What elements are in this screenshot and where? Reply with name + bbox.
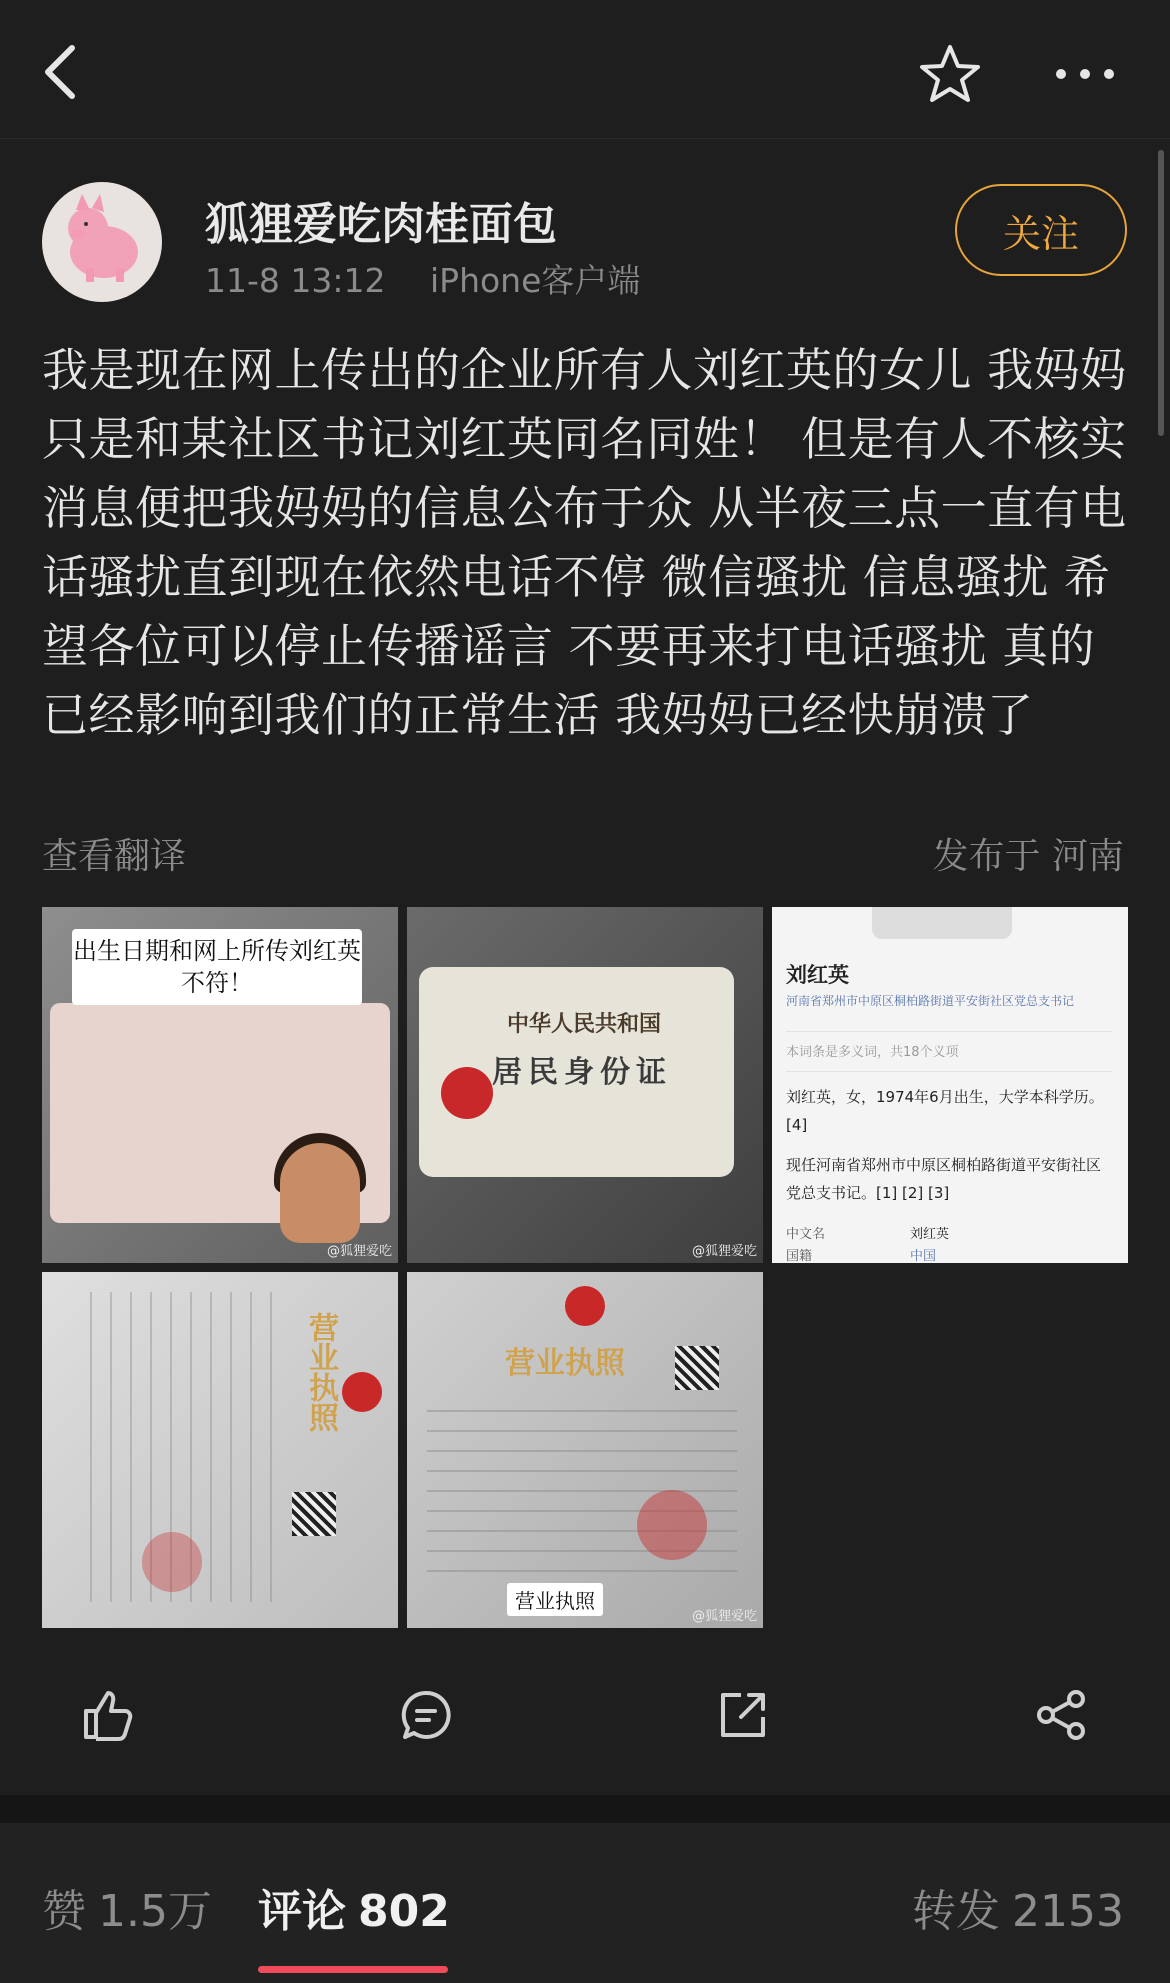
id-card-subtitle: 居民身份证 (492, 1055, 672, 1090)
baike-field2-value: 中国 (910, 1249, 937, 1263)
tab-reposts[interactable] (912, 1875, 1124, 1939)
baike-bio-2: 现任河南省郑州市中原区桐柏路街道平安街社区党总支书记。[1] [2] [3] (786, 1156, 1102, 1202)
person-photo (872, 907, 1012, 939)
back-icon[interactable] (30, 32, 90, 112)
like-icon[interactable] (68, 1680, 148, 1750)
stamp-icon (637, 1490, 707, 1560)
active-tab-indicator (258, 1966, 448, 1973)
tab-comments-label: 评论 (258, 1886, 346, 1937)
translate-link[interactable]: 查看翻译 (42, 836, 187, 877)
tab-likes-label: 赞 (42, 1886, 86, 1937)
repost-icon[interactable] (703, 1680, 783, 1750)
license-title: 营业执照 (303, 1312, 338, 1432)
post-meta (205, 255, 674, 302)
avatar[interactable] (42, 182, 162, 302)
more-icon[interactable] (1040, 34, 1130, 114)
post-text: 我是现在网上传出的企业所有人刘红英的女儿 我妈妈只是和某社区书记刘红英同名同姓！ 但是有人不核实消息便把我妈妈的信息公布于众 从半夜三点一直有电话骚扰直到现在依然电话不停 微信骚扰 信息骚扰 希望各位可以停止传播谣言 不要再来打电话骚扰 真的已经影响到我们的正常生活 我妈妈已经快崩溃了 (42, 343, 1127, 742)
post-image-3[interactable] (772, 907, 1128, 1263)
qr-code-icon (675, 1346, 719, 1390)
baike-field2-label: 国籍 (786, 1249, 813, 1263)
id-card-title: 中华人民共和国 (507, 1012, 662, 1037)
image-watermark: @狐狸爱吃 (691, 1244, 757, 1259)
follow-button[interactable]: 关注 (955, 184, 1127, 276)
tab-comments-count: 802 (358, 1886, 450, 1937)
image-watermark: @狐狸爱吃 (691, 1609, 757, 1624)
stats-tabs (0, 1823, 1170, 1983)
image-label: 营业执照 (507, 1583, 603, 1616)
baike-bio-1: 刘红英，女，1974年6月出生，大学本科学历。[4] (786, 1088, 1104, 1134)
baike-name: 刘红英 (786, 963, 849, 987)
id-card-front (50, 1003, 390, 1223)
scrollbar[interactable] (1158, 150, 1164, 436)
post-location: 发布于 河南 (932, 836, 1124, 877)
license-title: 营业执照 (505, 1346, 625, 1381)
baike-subtitle: 河南省郑州市中原区桐柏路街道平安街社区党总支书记 (786, 994, 1075, 1008)
image-caption: 出生日期和网上所传刘红英不符！ (72, 929, 362, 1005)
share-icon[interactable] (1022, 1680, 1102, 1750)
image-watermark: @狐狸爱吃 (326, 1244, 392, 1259)
tab-reposts-label: 转发 (912, 1886, 1001, 1937)
id-photo (280, 1143, 360, 1243)
post-image-5[interactable] (407, 1272, 763, 1628)
post-image-1[interactable] (42, 907, 398, 1263)
post-image-2[interactable] (407, 907, 763, 1263)
comment-icon[interactable] (386, 1680, 466, 1750)
post-image-4[interactable] (42, 1272, 398, 1628)
stamp-icon (142, 1532, 202, 1592)
tab-comments[interactable] (258, 1875, 450, 1939)
baike-field-label: 中文名 (786, 1227, 826, 1242)
tab-likes[interactable] (42, 1875, 212, 1939)
username[interactable]: 狐狸爱吃肉桂面包 (205, 199, 557, 250)
seal-icon (342, 1372, 382, 1412)
post-time: 11-8 13:12 (205, 261, 386, 300)
star-icon[interactable] (910, 34, 990, 114)
section-divider (0, 1795, 1170, 1823)
tab-reposts-count: 2153 (1012, 1886, 1124, 1937)
baike-polysemy: 本词条是多义词，共18个义项 (786, 1045, 959, 1060)
national-emblem-icon (441, 1067, 493, 1119)
top-bar (0, 0, 1170, 139)
national-emblem-icon (565, 1286, 605, 1326)
post-client: iPhone客户端 (430, 261, 641, 300)
qr-code-icon (292, 1492, 336, 1536)
baike-field-value: 刘红英 (910, 1227, 950, 1242)
tab-likes-count: 1.5万 (98, 1886, 212, 1937)
action-bar (0, 1660, 1170, 1770)
